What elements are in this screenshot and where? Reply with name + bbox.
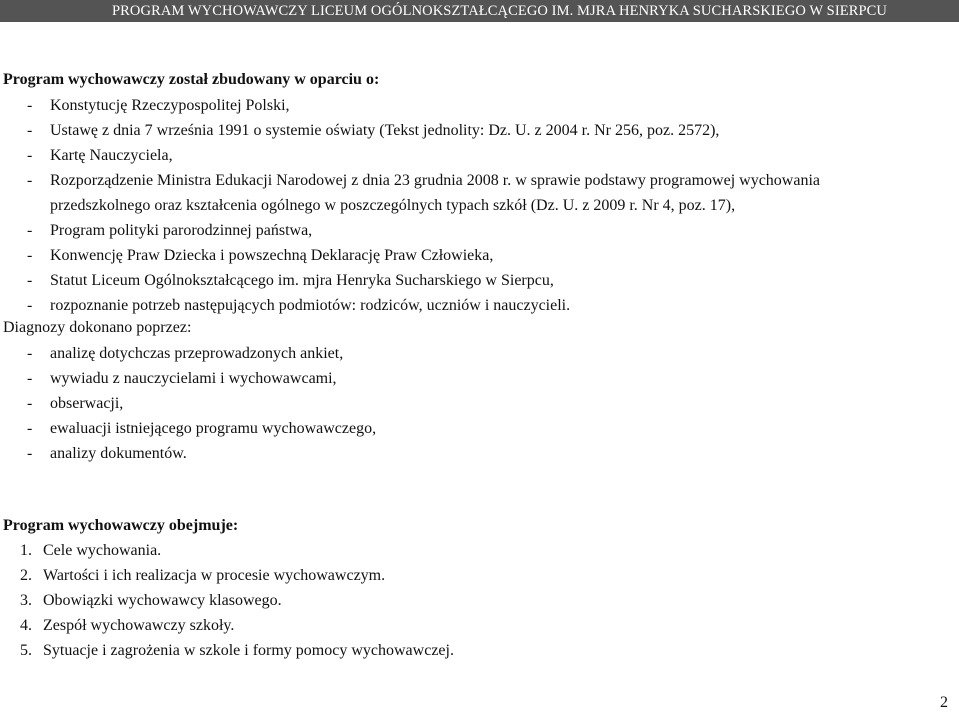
- item-text: Sytuacje i zagrożenia w szkole i formy pomocy wychowawczej.: [43, 642, 454, 659]
- running-header-title: PROGRAM WYCHOWAWCZY LICEUM OGÓLNOKSZTAŁCĄCEGO IM. MJRA HENRYKA SUCHARSKIEGO W SIERPCU: [112, 3, 887, 19]
- item-text: Zespół wychowawczy szkoły.: [43, 617, 235, 634]
- item-number: 4.: [20, 617, 32, 634]
- item-text: Wartości i ich realizacja w procesie wychowawczym.: [43, 567, 386, 584]
- list-item-text: przedszkolnego oraz kształcenia ogólnego w poszczególnych typach szkół (Dz. U. z 2009 r. Nr 4, poz. 17),: [50, 197, 736, 214]
- list-item-text: Rozporządzenie Ministra Edukacji Narodowej z dnia 23 grudnia 2008 r. w sprawie podstawy programowej wychowania: [50, 172, 820, 189]
- list-item-text: analizy dokumentów.: [50, 445, 187, 462]
- list-dash: -: [27, 272, 33, 289]
- list-item-text: ewaluacji istniejącego programu wychowawczego,: [50, 420, 377, 437]
- list-item-text: Kartę Nauczyciela,: [50, 147, 173, 164]
- list-dash: -: [27, 395, 33, 412]
- list-dash: -: [27, 247, 33, 264]
- list-item-text: Konstytucję Rzeczypospolitej Polski,: [50, 97, 290, 114]
- contents-heading: Program wychowawczy obejmuje:: [3, 517, 239, 534]
- list-item-text: obserwacji,: [50, 395, 124, 412]
- list-item-text: Program polityki parorodzinnej państwa,: [50, 222, 313, 239]
- basis-heading: Program wychowawczy został zbudowany w oparciu o:: [3, 71, 380, 88]
- list-item-text: Ustawę z dnia 7 września 1991 o systemie oświaty (Tekst jednolity: Dz. U. z 2004 r. Nr 256, poz. 2572),: [50, 122, 720, 139]
- list-dash: -: [27, 297, 33, 314]
- list-dash: -: [27, 420, 33, 437]
- list-item-text: Statut Liceum Ogólnokształcącego im. mjra Henryka Sucharskiego w Sierpcu,: [50, 272, 554, 289]
- list-item-text: Konwencję Praw Dziecka i powszechną Deklarację Praw Człowieka,: [50, 247, 494, 264]
- diagnosis-heading: Diagnozy dokonano poprzez:: [3, 319, 192, 336]
- list-item-text: analizę dotychczas przeprowadzonych ankiet,: [50, 345, 344, 362]
- running-header: [0, 0, 959, 22]
- list-dash: -: [27, 122, 33, 139]
- page-number: 2: [940, 694, 948, 711]
- list-item-text: wywiadu z nauczycielami i wychowawcami,: [50, 370, 337, 387]
- list-dash: -: [27, 97, 33, 114]
- list-dash: -: [27, 222, 33, 239]
- list-dash: -: [27, 147, 33, 164]
- list-dash: -: [27, 370, 33, 387]
- item-number: 5.: [20, 642, 32, 659]
- list-dash: -: [27, 445, 33, 462]
- item-text: Cele wychowania.: [43, 542, 162, 559]
- item-number: 3.: [20, 592, 32, 609]
- item-number: 2.: [20, 567, 32, 584]
- item-text: Obowiązki wychowawcy klasowego.: [43, 592, 282, 609]
- list-item-text: rozpoznanie potrzeb następujących podmiotów: rodziców, uczniów i nauczycieli.: [50, 297, 571, 314]
- list-dash: -: [27, 345, 33, 362]
- list-dash: -: [27, 172, 33, 189]
- item-number: 1.: [20, 542, 32, 559]
